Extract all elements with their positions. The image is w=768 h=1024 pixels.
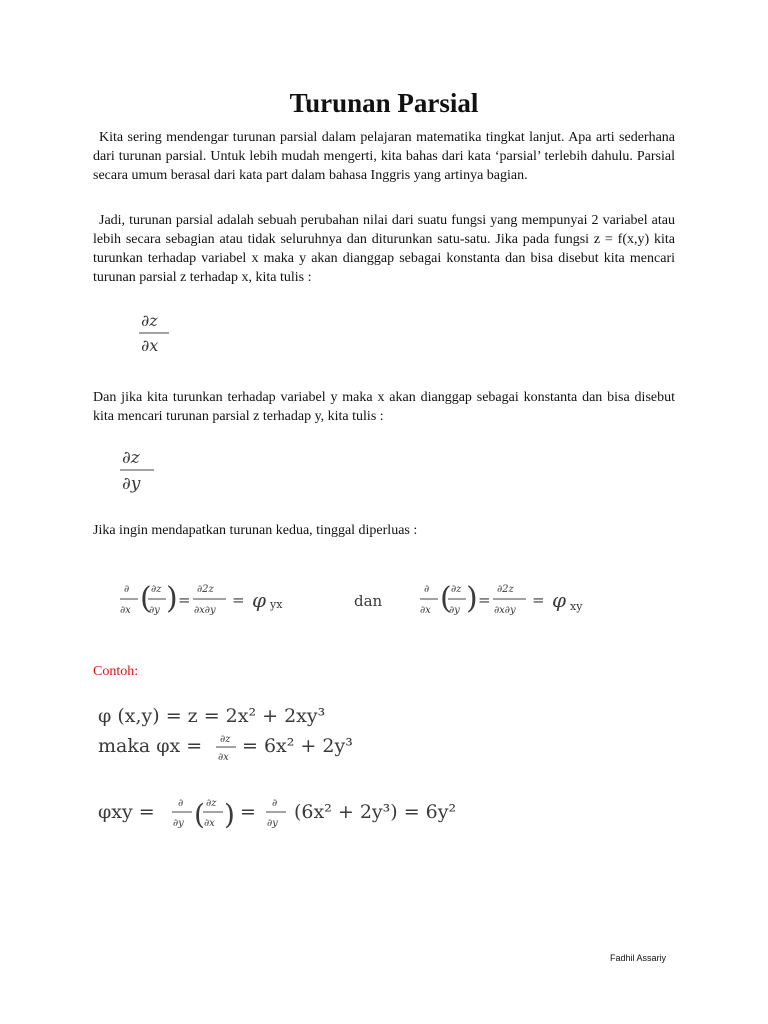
svg-text:maka φx =: maka φx = — [98, 735, 203, 757]
svg-text:= 6x² + 2y³: = 6x² + 2y³ — [242, 735, 353, 757]
svg-text:∂z: ∂z — [451, 584, 462, 595]
svg-text:=: = — [178, 591, 191, 609]
svg-text:dan: dan — [354, 592, 383, 610]
svg-text:∂: ∂ — [272, 798, 278, 809]
svg-text:xy: xy — [570, 600, 583, 613]
formula-dz-dy — [118, 444, 162, 494]
svg-text:(: ( — [440, 581, 452, 616]
example-formula-phi-xy — [96, 788, 496, 836]
formula-denominator: ∂y — [122, 474, 141, 494]
formula-numerator: ∂z — [141, 311, 158, 330]
svg-text:∂z: ∂z — [220, 734, 231, 745]
svg-text:φ (x,y) = z = 2x² + 2xy³: φ (x,y) = z = 2x² + 2xy³ — [98, 705, 326, 727]
formula-dan-connector — [354, 590, 394, 614]
svg-text:): ) — [466, 581, 478, 616]
formula-denominator: ∂x — [141, 336, 159, 355]
svg-text:∂: ∂ — [178, 798, 184, 809]
svg-text:(: ( — [194, 798, 205, 831]
svg-text:φ: φ — [552, 588, 567, 612]
svg-text:φ: φ — [252, 588, 267, 612]
svg-text:=: = — [532, 591, 545, 609]
svg-text:∂x∂y: ∂x∂y — [494, 605, 516, 616]
svg-text:∂y: ∂y — [173, 818, 184, 829]
example-formula-phi-x — [96, 726, 416, 766]
svg-text:∂: ∂ — [424, 584, 430, 595]
svg-text:∂z: ∂z — [151, 584, 162, 595]
svg-text:∂z: ∂z — [206, 798, 217, 809]
svg-text:): ) — [224, 798, 235, 831]
formula-numerator: ∂z — [122, 448, 140, 468]
svg-text:(6x² + 2y³) = 6y²: (6x² + 2y³) = 6y² — [294, 801, 457, 823]
intro-paragraph: Kita sering mendengar turunan parsial dalam pelajaran matematika tingkat lanjut. Apa arti sederhana dari turunan parsial. Untuk lebih mudah mengerti, kita bahas dari kata ‘parsial’ terlebih dahulu. Parsial secara umum berasal dari kata part dalam bahasa Inggris yang artinya bagian. — [93, 130, 675, 183]
author-footer: Fadhil Assariy — [610, 953, 667, 963]
example-heading: Contoh: — [93, 664, 139, 679]
svg-text:∂x: ∂x — [420, 605, 431, 616]
formula-second-derivative-yx — [118, 570, 318, 628]
svg-text:∂y: ∂y — [149, 605, 160, 616]
second-derivative-paragraph: Jika ingin mendapatkan turunan kedua, tinggal diperluas : — [93, 523, 418, 538]
svg-text:yx: yx — [270, 598, 283, 611]
svg-text:=: = — [232, 591, 245, 609]
svg-text:(: ( — [140, 581, 152, 616]
svg-text:∂2z: ∂2z — [197, 584, 214, 595]
svg-text:∂y: ∂y — [267, 818, 278, 829]
svg-text:∂x: ∂x — [204, 818, 215, 829]
svg-text:φxy =: φxy = — [98, 801, 155, 823]
page-title: Turunan Parsial — [289, 88, 479, 118]
svg-text:∂y: ∂y — [449, 605, 460, 616]
svg-text:∂2z: ∂2z — [497, 584, 514, 595]
second-variable-paragraph: Dan jika kita turunkan terhadap variabel y maka x akan dianggap sebagai konstanta dan bisa disebut kita mencari turunan parsial z terhadap y, kita tulis : — [93, 390, 675, 424]
svg-text:): ) — [166, 581, 178, 616]
svg-text:∂: ∂ — [124, 584, 130, 595]
definition-paragraph: Jadi, turunan parsial adalah sebuah perubahan nilai dari suatu fungsi yang mempunyai 2 variabel atau lebih secara sebagian atau tidak seluruhnya dan diturunkan satu-satu. Jika pada fungsi z = f(x,y) kita turunkan terhadap variabel x maka y akan dianggap sebagai konstanta dan bisa disebut kita mencari turunan parsial z terhadap x, kita tulis : — [93, 213, 675, 285]
formula-second-derivative-xy — [418, 570, 618, 628]
formula-dz-dx — [137, 308, 177, 356]
svg-text:∂x: ∂x — [120, 605, 131, 616]
svg-text:∂x: ∂x — [218, 752, 229, 763]
svg-text:=: = — [240, 801, 256, 823]
svg-text:=: = — [478, 591, 491, 609]
svg-text:∂x∂y: ∂x∂y — [194, 605, 216, 616]
